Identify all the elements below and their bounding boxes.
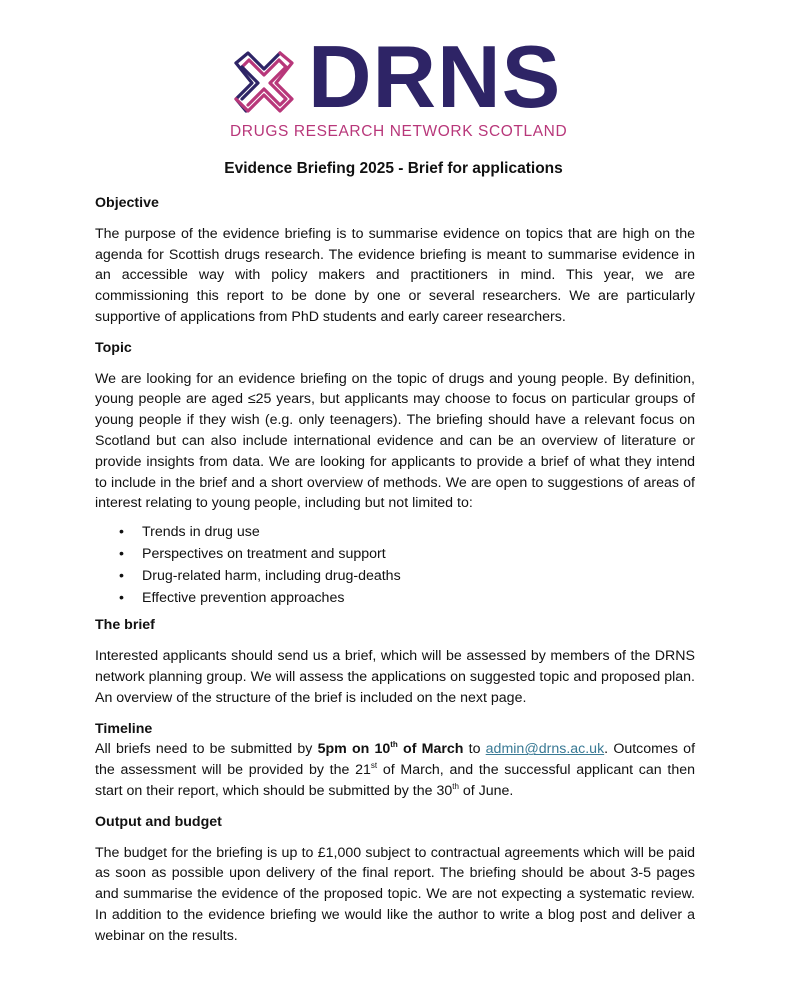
drns-cross-logo-icon xyxy=(228,47,300,119)
drns-logo xyxy=(228,27,568,145)
topic-heading: Topic xyxy=(95,339,132,356)
email-link[interactable]: admin@drns.ac.uk xyxy=(485,741,605,758)
bullet-icon: • xyxy=(119,545,124,562)
list-item: • Trends in drug use xyxy=(95,522,695,544)
bullet-icon: • xyxy=(119,589,124,606)
deadline: 5pm on 10th of March xyxy=(317,740,464,758)
list-item: • Drug-related harm, including drug-deaths xyxy=(95,566,695,588)
topic-bullet-list xyxy=(95,522,695,609)
budget-heading: Output and budget xyxy=(95,813,222,830)
logo-wordmark: DRNS xyxy=(308,27,562,126)
brief-paragraph: Interested applicants should send us a brief, which will be assessed by members of the DRNS network planning group. We will assess the applications on suggested topic and proposed plan. An overview of the structure of the brief is included on the next page. xyxy=(95,648,695,706)
budget-paragraph: The budget for the briefing is up to £1,000 subject to contractual agreements which will be paid as soon as possible upon delivery of the final report. The briefing should be about 3-5 pages and summarise the evidence of the proposed topic. We are not expecting a systematic review. In addition to the evidence briefing we would like the author to write a blog post and deliver a webinar on the results. xyxy=(95,844,695,944)
brief-heading: The brief xyxy=(95,617,155,634)
objective-heading: Objective xyxy=(95,195,159,211)
timeline-paragraph: All briefs need to be submitted by 5pm on 10th of March to admin@drns.ac.uk. Outcomes of the assessment will be provided by the 21st of March, and the successful applicant can then start on their report, which should be submitted by the 30th of June. xyxy=(95,740,696,799)
objective-paragraph: The purpose of the evidence briefing is to summarise evidence on topics that are high on the agenda for Scottish drugs research. The evidence briefing is meant to summarise evidence in an accessible way with policy makers and practitioners in mind. This year, we are commissioning this report to be done by one or several researchers. We are particularly supportive of applications from PhD students and early career researchers. xyxy=(95,225,695,325)
list-item: • Effective prevention approaches xyxy=(95,588,695,610)
bullet-icon: • xyxy=(119,567,124,584)
topic-paragraph: We are looking for an evidence briefing on the topic of drugs and young people. By definition, young people are aged ≤25 years, but applicants may choose to focus on particular groups of young people if they wish (e.g. only teenagers). The briefing should have a relevant focus on Scotland but can also include international evidence and can be an overview of literature or provide insights from data. We are looking for applicants to provide a brief of what they intend to include in the brief and a short overview of methods. We are open to suggestions of areas of interest relating to young people, including but not limited to: xyxy=(95,370,695,512)
document-body xyxy=(95,193,695,947)
document-title: Evidence Briefing 2025 - Brief for applications xyxy=(224,160,563,177)
bullet-icon: • xyxy=(119,524,124,541)
list-item: • Perspectives on treatment and support xyxy=(95,544,695,566)
logo-tagline: DRUGS RESEARCH NETWORK SCOTLAND xyxy=(230,123,568,140)
timeline-heading: Timeline xyxy=(95,720,153,737)
